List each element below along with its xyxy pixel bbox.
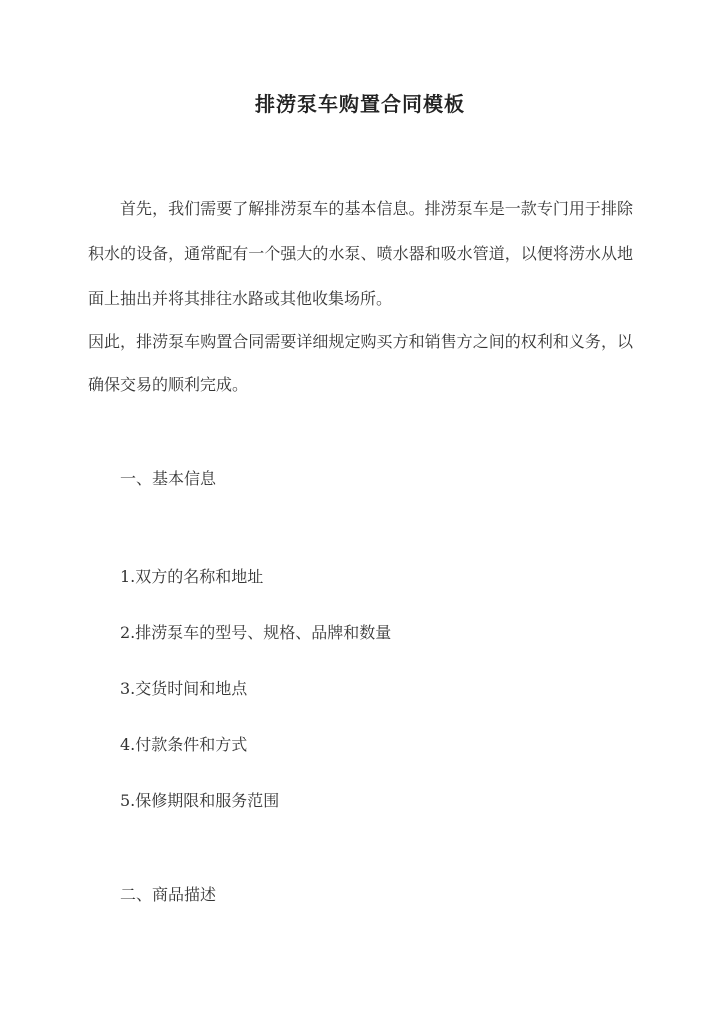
document-title: 排涝泵车购置合同模板 bbox=[255, 92, 465, 116]
list-item: 1.双方的名称和地址 bbox=[120, 567, 264, 586]
list-item: 4.付款条件和方式 bbox=[120, 735, 248, 754]
intro-paragraph: 首先，我们需要了解排涝泵车的基本信息。排涝泵车是一款专门用于排除积水的设备，通常配有一个强大的水泵、喷水器和吸水管道，以便将涝水从地面上抽出并将其排往水路或其他收集场所。 bbox=[88, 199, 633, 308]
list-item: 5.保修期限和服务范围 bbox=[120, 791, 280, 810]
second-paragraph: 因此，排涝泵车购置合同需要详细规定购买方和销售方之间的权利和义务，以确保交易的顺利完成。 bbox=[88, 332, 633, 394]
list-item: 3.交货时间和地点 bbox=[120, 679, 248, 698]
section-heading-basic-info: 一、基本信息 bbox=[120, 469, 217, 488]
section-heading-product-description: 二、商品描述 bbox=[120, 885, 217, 904]
list-item: 2.排涝泵车的型号、规格、品牌和数量 bbox=[120, 623, 392, 642]
